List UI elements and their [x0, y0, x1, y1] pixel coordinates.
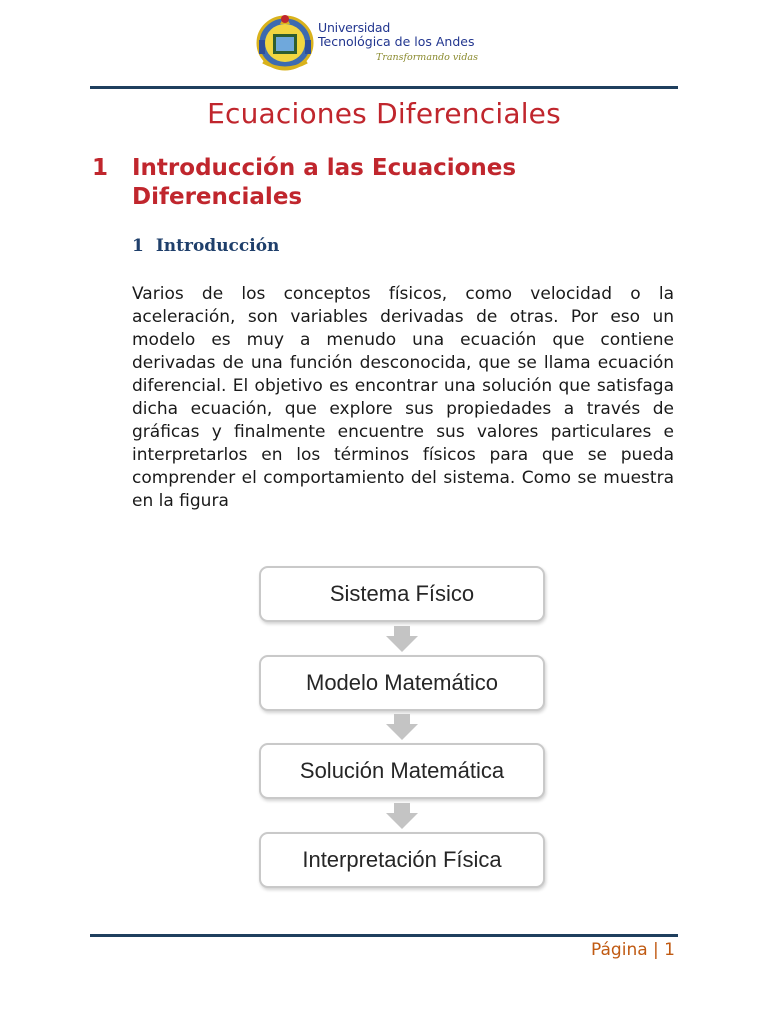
flow-step-physical-system: Sistema Físico [259, 566, 545, 622]
header-rule [90, 86, 678, 89]
flow-step-math-solution: Solución Matemática [259, 743, 545, 799]
document-title: Ecuaciones Diferenciales [207, 97, 561, 130]
page-number: Página | 1 [591, 940, 675, 960]
down-arrow-icon [386, 714, 418, 740]
down-arrow-icon [386, 803, 418, 829]
subsection-title: Introducción [155, 236, 280, 256]
flow-step-physical-interpretation: Interpretación Física [259, 832, 545, 888]
subsection-number: 1 [132, 236, 144, 256]
subsection-heading [132, 236, 279, 256]
university-name-line2: Tecnológica de los Andes [318, 34, 475, 49]
flow-step-math-model: Modelo Matemático [259, 655, 545, 711]
university-tagline: Transformando vidas [376, 52, 478, 63]
university-brand [318, 21, 478, 63]
university-name-line1: Universidad [318, 20, 391, 35]
down-arrow-icon [386, 626, 418, 652]
section-title: Introducción a las Ecuaciones Diferenciales [132, 155, 517, 210]
section-number: 1 [92, 155, 109, 181]
intro-paragraph: Varios de los conceptos físicos, como velocidad o la aceleración, son variables derivadas de otras. Por eso un modelo es muy a menudo una ecuación que contiene derivadas de una función desconocida, que se llama ecuación diferencial. El objetivo es encontrar una solución que satisfaga dicha ecuación, que explore sus propiedades a través de gráficas y finalmente encuentre sus valores particulares e interpretarlos en los términos físicos para que se pueda comprender el comportamiento del sistema. Como se muestra en la figura [132, 284, 674, 511]
footer-rule [90, 934, 678, 937]
university-shield-logo [255, 10, 315, 72]
